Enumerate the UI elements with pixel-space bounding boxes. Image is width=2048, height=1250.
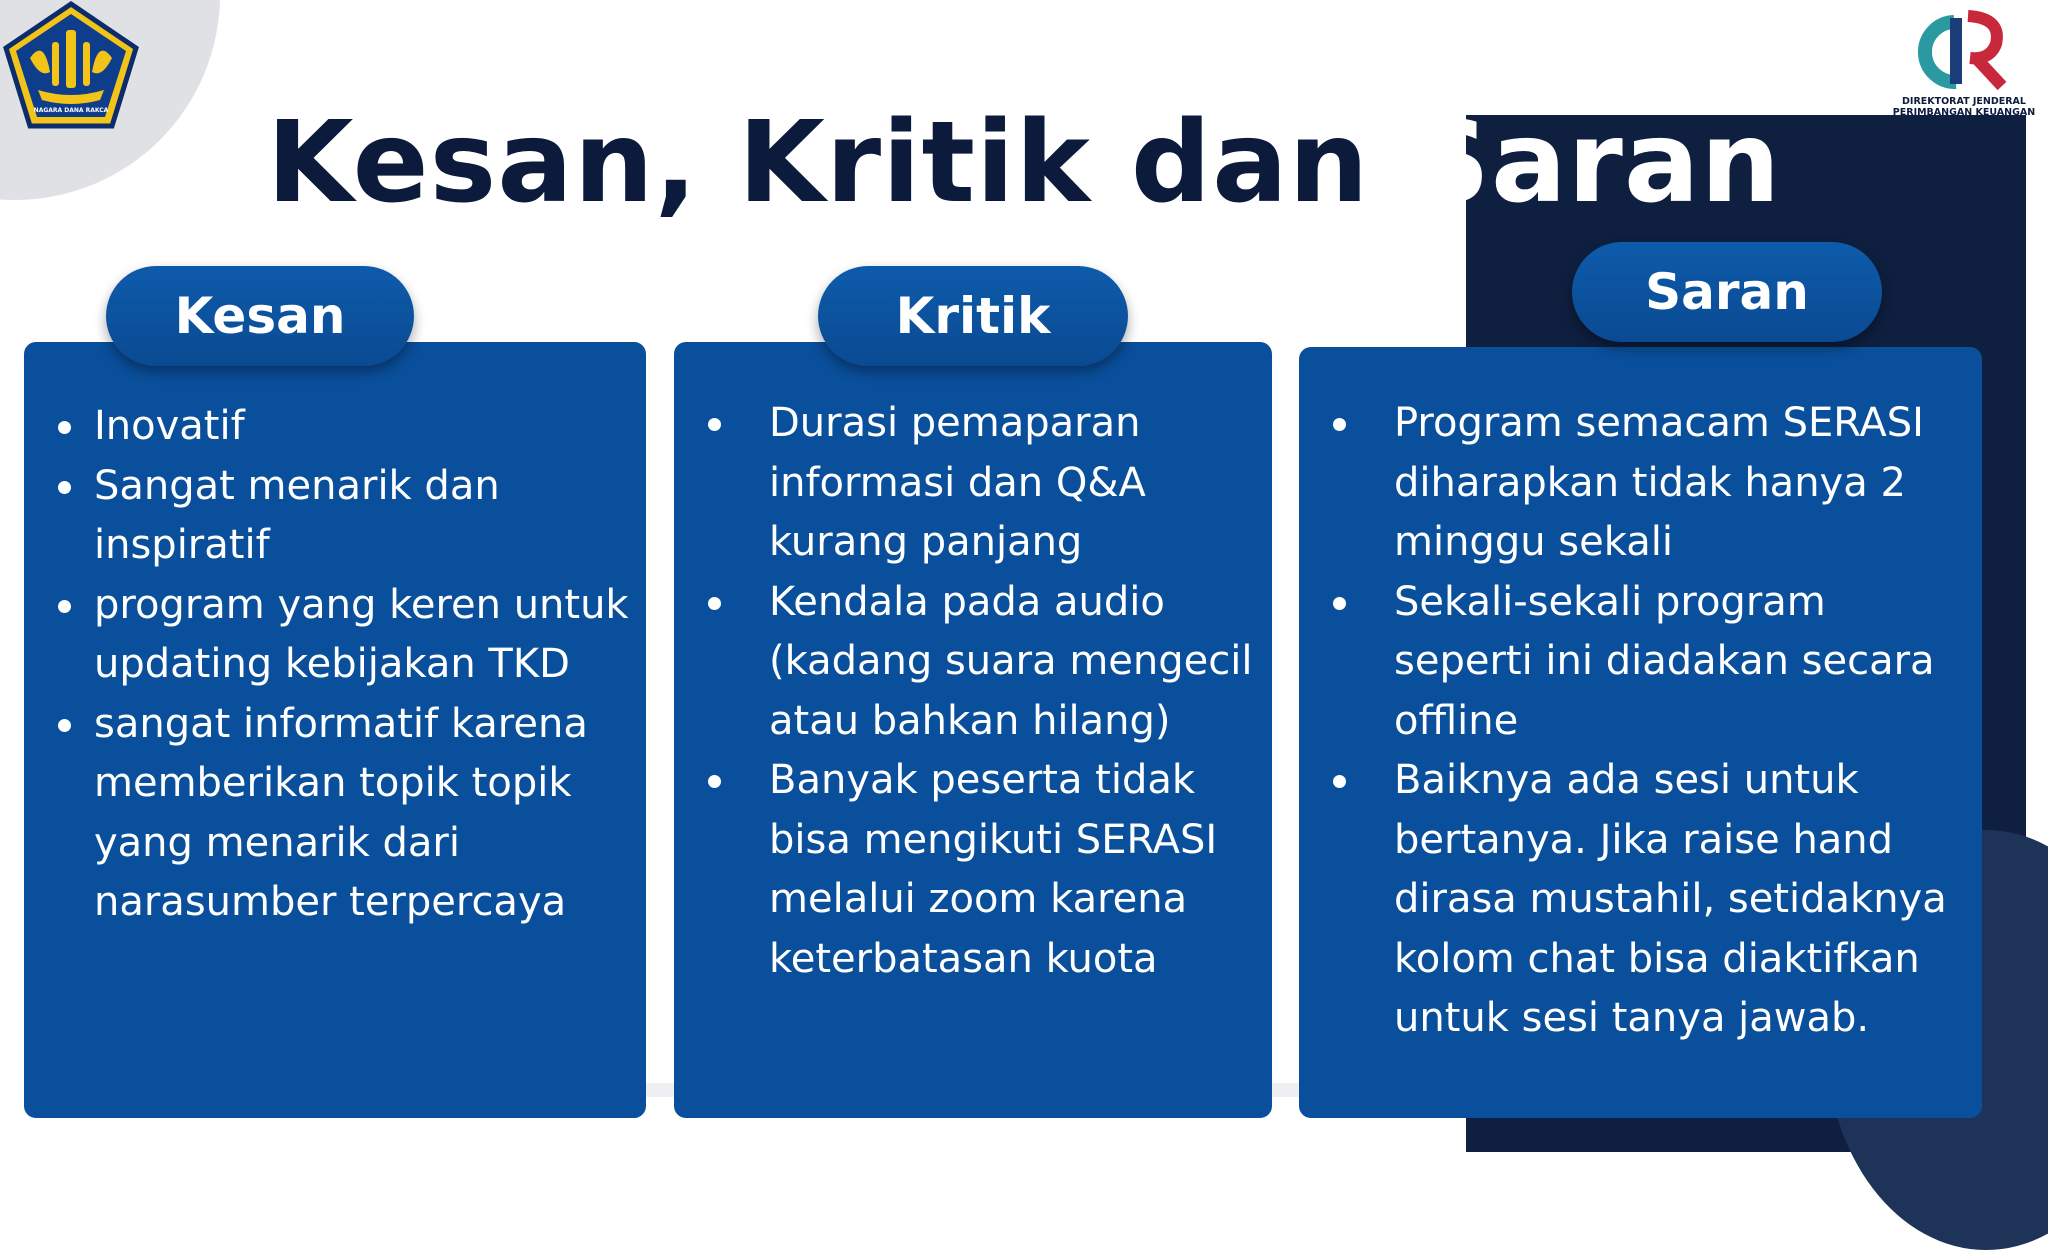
kesan-card bbox=[24, 342, 646, 1118]
kritik-card bbox=[674, 342, 1272, 1118]
list-item: Sangat menarik dan inspiratif bbox=[24, 457, 646, 576]
list-item: program yang keren untuk updating kebijakan TKD bbox=[24, 576, 646, 695]
list-item: Kendala pada audio (kadang suara mengecil atau bahkan hilang) bbox=[674, 573, 1256, 752]
kritik-list bbox=[674, 394, 1256, 989]
list-item: sangat informatif karena memberikan topik topik yang menarik dari narasumber terpercaya bbox=[24, 695, 646, 933]
list-item: Program semacam SERASI diharapkan tidak hanya 2 minggu sekali bbox=[1299, 394, 1968, 573]
title-highlight: Saran bbox=[1409, 98, 1782, 228]
djpk-mark-icon bbox=[1884, 4, 2044, 96]
djpk-name-line2: PERIMBANGAN KEUANGAN bbox=[1892, 107, 2036, 118]
saran-heading: Saran bbox=[1572, 242, 1882, 342]
list-item: Inovatif bbox=[24, 397, 646, 457]
kritik-heading: Kritik bbox=[818, 266, 1128, 366]
saran-list bbox=[1299, 394, 1968, 1049]
djpk-name-line1: DIREKTORAT JENDERAL bbox=[1902, 96, 2026, 107]
list-item: Durasi pemaparan informasi dan Q&A kurang panjang bbox=[674, 394, 1256, 573]
kesan-list bbox=[24, 397, 646, 933]
list-item: Banyak peserta tidak bisa mengikuti SERASI melalui zoom karena keterbatasan kuota bbox=[674, 751, 1256, 989]
title-main: Kesan, Kritik dan bbox=[266, 98, 1410, 228]
list-item: Baiknya ada sesi untuk bertanya. Jika raise hand dirasa mustahil, setidaknya kolom chat bisa diaktifkan untuk sesi tanya jawab. bbox=[1299, 751, 1968, 1049]
list-item: Sekali-sekali program seperti ini diadakan secara offline bbox=[1299, 573, 1968, 752]
saran-card bbox=[1299, 347, 1982, 1118]
page-title bbox=[0, 98, 2048, 228]
kemenkeu-motto: NAGARA DANA RAKCA bbox=[33, 107, 109, 114]
kesan-heading: Kesan bbox=[106, 266, 414, 366]
